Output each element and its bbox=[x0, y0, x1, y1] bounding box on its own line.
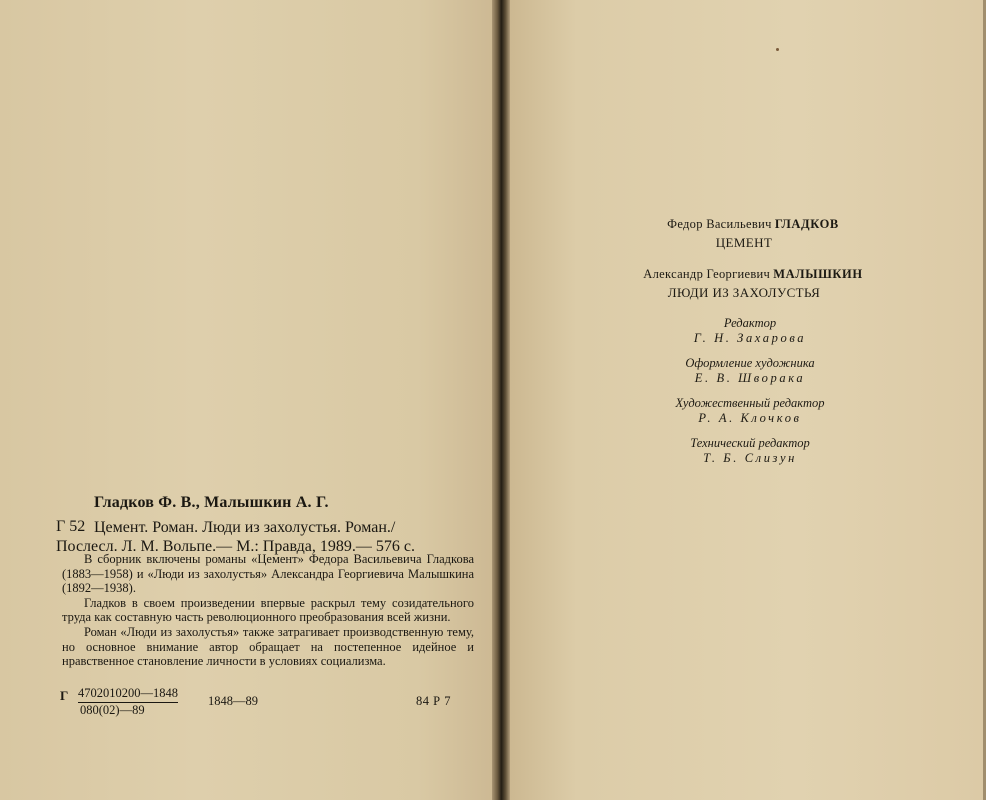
paper-speck bbox=[776, 48, 779, 51]
catalog-index: Г 52 bbox=[56, 518, 86, 535]
catalog-codes bbox=[56, 686, 470, 716]
credit-editor bbox=[514, 316, 986, 346]
credit-role: Художественный редактор bbox=[675, 396, 825, 410]
author-2-surname: МАЛЫШКИН bbox=[773, 267, 863, 281]
credit-art-editor bbox=[514, 396, 986, 426]
left-page bbox=[0, 0, 492, 800]
book-gutter bbox=[492, 0, 510, 800]
author-1-surname: ГЛАДКОВ bbox=[774, 217, 839, 231]
author-1-given-names: Федор Васильевич bbox=[667, 217, 772, 231]
code-numerator: 4702010200—1848 bbox=[78, 686, 178, 703]
author-2 bbox=[520, 266, 986, 282]
catalog-authors: Гладков Ф. В., Малышкин А. Г. bbox=[94, 494, 329, 511]
credit-role: Технический редактор bbox=[690, 436, 810, 450]
credit-name: Р. А. Клочков bbox=[698, 411, 802, 425]
work-title-1: ЦЕМЕНТ bbox=[715, 235, 773, 250]
credit-role: Редактор bbox=[723, 316, 777, 330]
credit-technical-editor bbox=[514, 436, 986, 466]
right-page bbox=[510, 0, 986, 800]
credit-name: Т. Б. Слизун bbox=[703, 451, 797, 465]
bibliographic-line-1: Цемент. Роман. Люди из захолустья. Роман./ bbox=[94, 519, 396, 536]
credit-name: Г. Н. Захарова bbox=[693, 331, 807, 345]
work-title-2: ЛЮДИ ИЗ ЗАХОЛУСТЬЯ bbox=[667, 285, 821, 300]
code-letter: Г bbox=[60, 688, 69, 703]
annotation-paragraph: В сборник включены романы «Цемент» Федора Васильевича Гладкова (1883—1958) и «Люди из захолустья» Александра Георгиевича Малышкина (1892—1938). bbox=[62, 552, 474, 596]
annotation-paragraph: Роман «Люди из захолустья» также затрагивает производственную тему, но основное внимание автор обращает на постепенное идейное и нравственное становление личности в условиях социализма. bbox=[62, 624, 474, 669]
bbk-code: 84 Р 7 bbox=[416, 694, 451, 708]
annotation bbox=[62, 552, 474, 669]
credits-block bbox=[510, 216, 986, 476]
author-1 bbox=[520, 216, 986, 232]
author-2-given-names: Александр Георгиевич bbox=[643, 267, 771, 281]
bibliographic-line-2: Послесл. Л. М. Вольпе.— М.: Правда, 1989.— 576 с. bbox=[56, 538, 415, 555]
credit-name: Е. В. Шворака bbox=[694, 371, 806, 385]
code-denominator: 080(02)—89 bbox=[80, 703, 145, 717]
credit-designer bbox=[514, 356, 986, 386]
annotation-paragraph: Гладков в своем произведении впервые раскрыл тему созидательного труда как составную часть революционного преобразования всей жизни. bbox=[62, 595, 474, 625]
code-year: 1848—89 bbox=[208, 694, 258, 708]
credit-role: Оформление художника bbox=[685, 356, 815, 370]
